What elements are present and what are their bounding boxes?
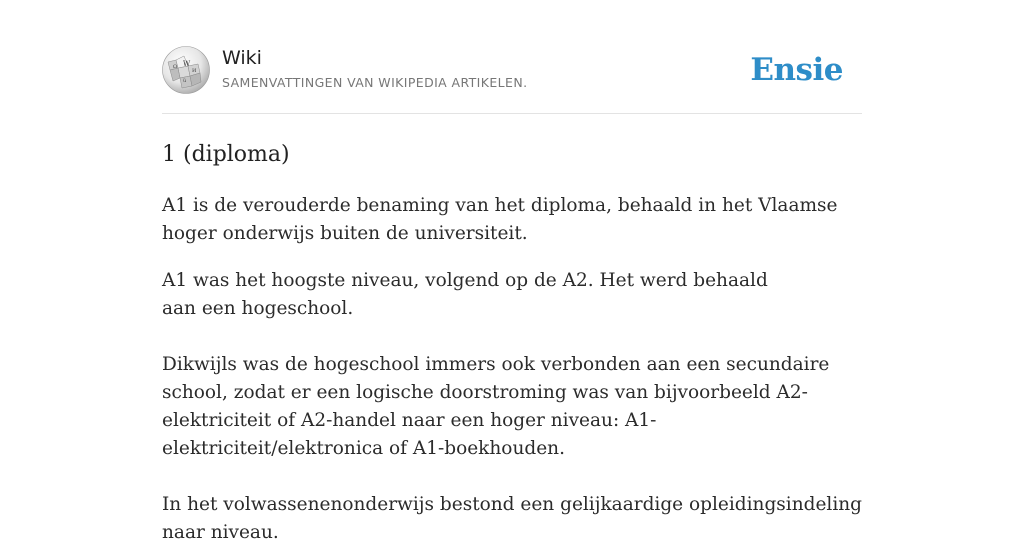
article-paragraph: Dikwijls was de hogeschool immers ook verbonden aan een secundaire school, zodat er een logische doorstroming was van bijvoorbeeld A2-elektriciteit of A2-handel naar een hoger niveau: A1-elektriciteit/elektronica of A1-boekhouden. — [162, 354, 830, 459]
svg-text:W: W — [183, 60, 191, 68]
page-container — [162, 0, 862, 547]
site-title[interactable]: Wiki — [222, 47, 262, 69]
ensie-logo[interactable]: Ensie — [750, 52, 843, 88]
article-paragraph: A1 was het hoogste niveau, volgend op de A2. Het werd behaald aan een hogeschool. — [162, 270, 768, 319]
site-header — [162, 0, 862, 114]
svg-text:И: И — [192, 68, 197, 74]
article-paragraph: A1 is de verouderde benaming van het diploma, behaald in het Vlaamse hoger onderwijs buiten de universiteit. — [162, 195, 838, 244]
article-body — [162, 140, 862, 547]
svg-text:Ω: Ω — [173, 64, 178, 70]
article-title: 1 (diploma) — [162, 142, 290, 167]
wikipedia-globe-icon[interactable] — [162, 46, 210, 94]
article-paragraph: In het volwassenenonderwijs bestond een gelijkaardige opleidingsindeling naar niveau. — [162, 494, 862, 543]
svg-text:ü: ü — [183, 78, 187, 84]
site-subtitle: SAMENVATTINGEN VAN WIKIPEDIA ARTIKELEN. — [222, 75, 528, 90]
